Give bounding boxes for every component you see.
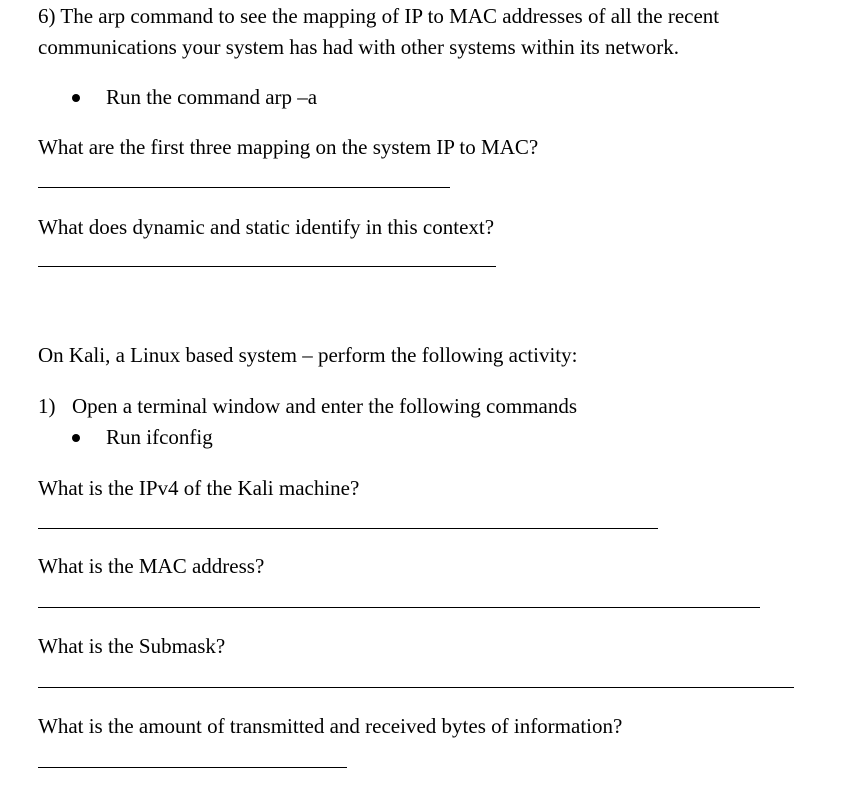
answer-line-mac-address[interactable] <box>38 607 760 608</box>
question-dynamic-static: What does dynamic and static identify in this context? <box>38 215 495 239</box>
arp-command-instruction: Run the command arp –a <box>106 85 318 109</box>
kali-intro: On Kali, a Linux based system – perform the following activity: <box>38 343 578 367</box>
answer-line-submask[interactable] <box>38 687 794 688</box>
bullet-icon <box>72 434 80 442</box>
question-bytes: What is the amount of transmitted and received bytes of information? <box>38 714 623 738</box>
answer-line-ipv4[interactable] <box>38 528 658 529</box>
question-ipv4: What is the IPv4 of the Kali machine? <box>38 476 360 500</box>
section6-heading-line1: 6) The arp command to see the mapping of IP to MAC addresses of all the recent <box>38 4 720 28</box>
question-mac-address: What is the MAC address? <box>38 554 265 578</box>
question-submask: What is the Submask? <box>38 634 226 658</box>
answer-line-arp-mappings[interactable] <box>38 187 450 188</box>
bullet-icon <box>72 94 80 102</box>
question-arp-mappings: What are the first three mapping on the system IP to MAC? <box>38 135 539 159</box>
answer-line-bytes[interactable] <box>38 767 347 768</box>
section6-heading-line2: communications your system has had with other systems within its network. <box>38 35 680 59</box>
step1-text: Open a terminal window and enter the following commands <box>72 394 578 418</box>
answer-line-dynamic-static[interactable] <box>38 266 496 267</box>
step1-number: 1) <box>38 394 56 418</box>
ifconfig-instruction: Run ifconfig <box>106 425 213 449</box>
